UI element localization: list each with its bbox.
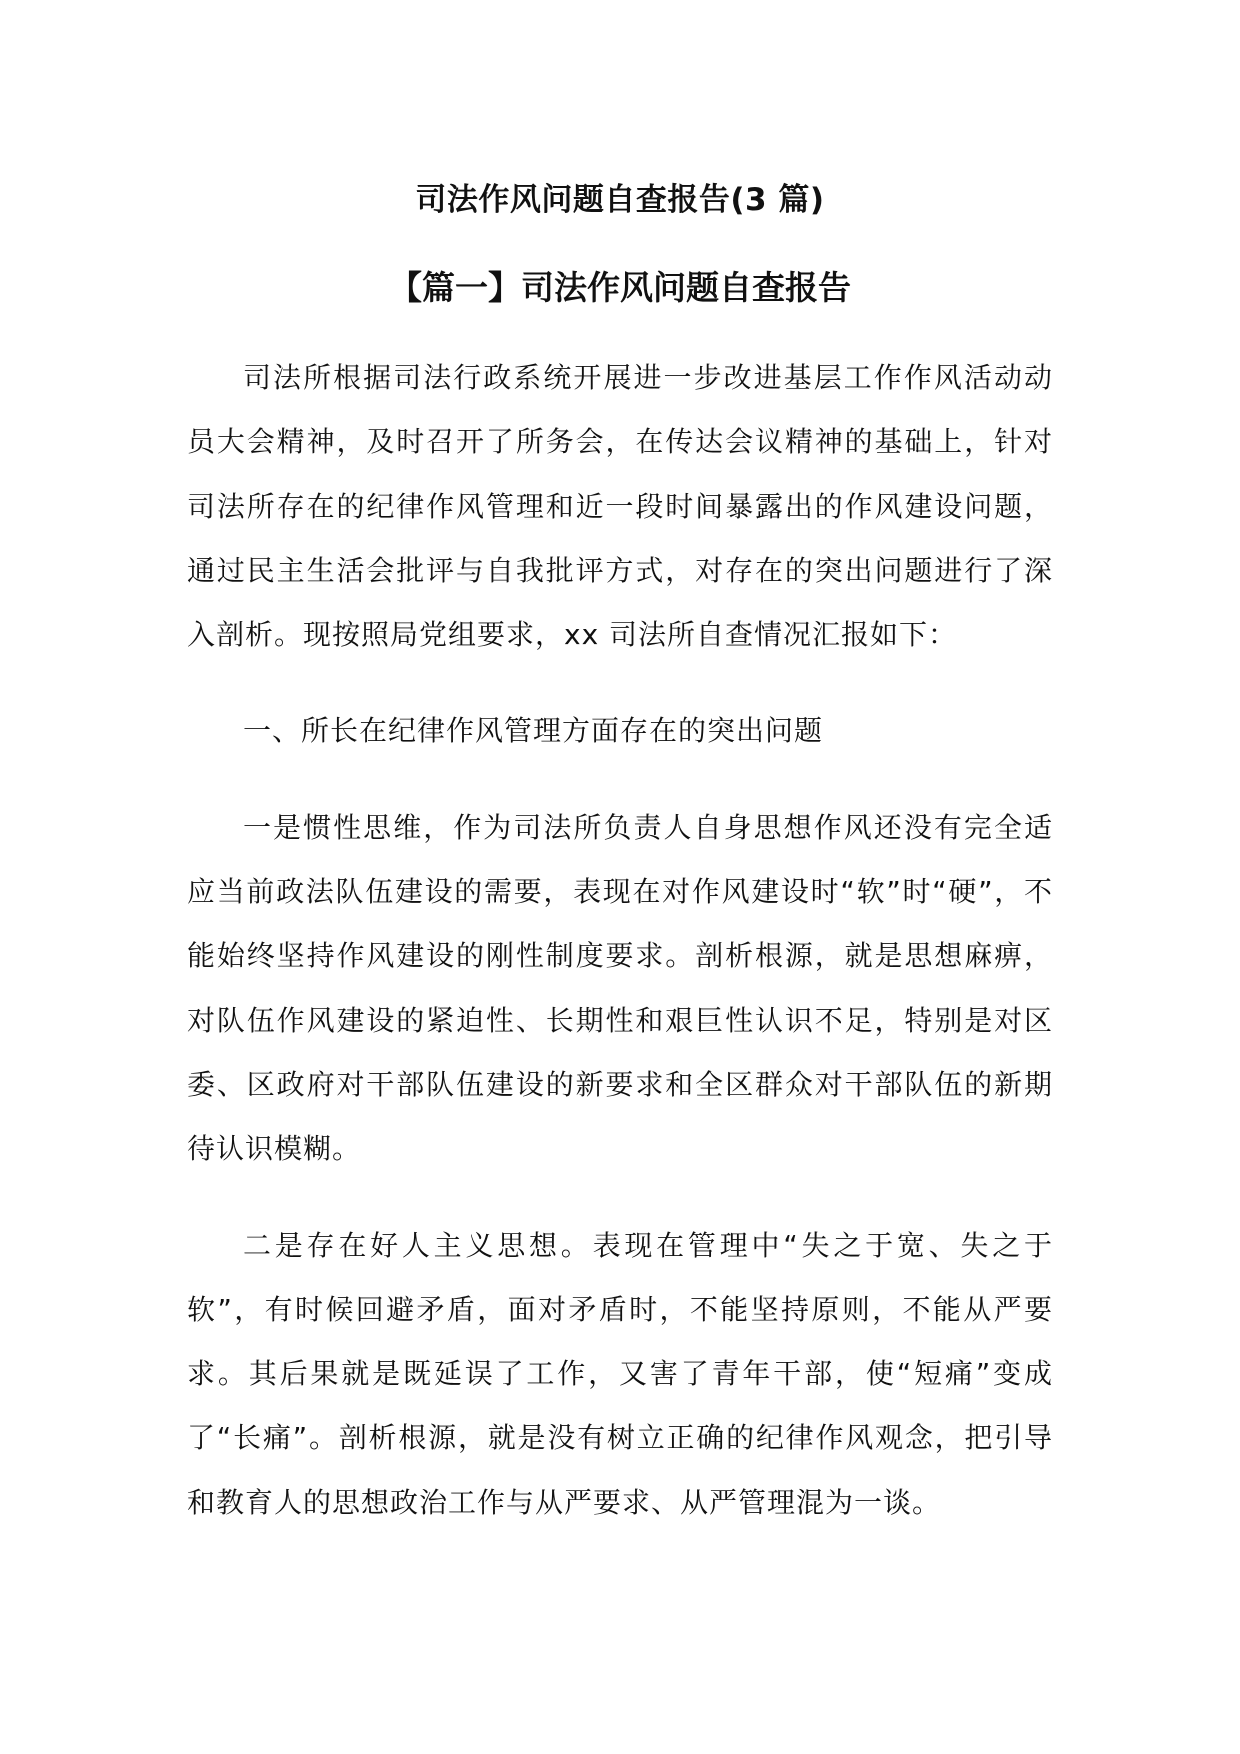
document-body xyxy=(187,168,1053,1535)
intro-paragraph: 司法所根据司法行政系统开展进一步改进基层工作作风活动动员大会精神，及时召开了所务会，在传达会议精神的基础上，针对司法所存在的纪律作风管理和近一段时间暴露出的作风建设问题，通过民主生活会批评与自我批评方式，对存在的突出问题进行了深入剖析。现按照局党组要求，xx 司法所自查情况汇报如下： xyxy=(187,361,1053,652)
section-title: 【篇一】司法作风问题自查报告 xyxy=(389,268,851,307)
document-title: 司法作风问题自查报告(3 篇) xyxy=(415,182,825,218)
subheading-paragraph: 一、所长在纪律作风管理方面存在的突出问题 xyxy=(243,714,824,748)
body-paragraph: 一是惯性思维，作为司法所负责人自身思想作风还没有完全适应当前政法队伍建设的需要，表现在对作风建设时“软”时“硬”，不能始终坚持作风建设的刚性制度要求。剖析根源，就是思想麻痹，对队伍作风建设的紧迫性、长期性和艰巨性认识不足，特别是对区委、区政府对干部队伍建设的新要求和全区群众对干部队伍的新期待认识模糊。 xyxy=(187,810,1053,1166)
body-paragraph: 二是存在好人主义思想。表现在管理中“失之于宽、失之于软”，有时候回避矛盾，面对矛盾时，不能坚持原则，不能从严要求。其后果就是既延误了工作，又害了青年干部，使“短痛”变成了“长痛”。剖析根源，就是没有树立正确的纪律作风观念，把引导和教育人的思想政治工作与从严要求、从严管理混为一谈。 xyxy=(187,1228,1053,1519)
